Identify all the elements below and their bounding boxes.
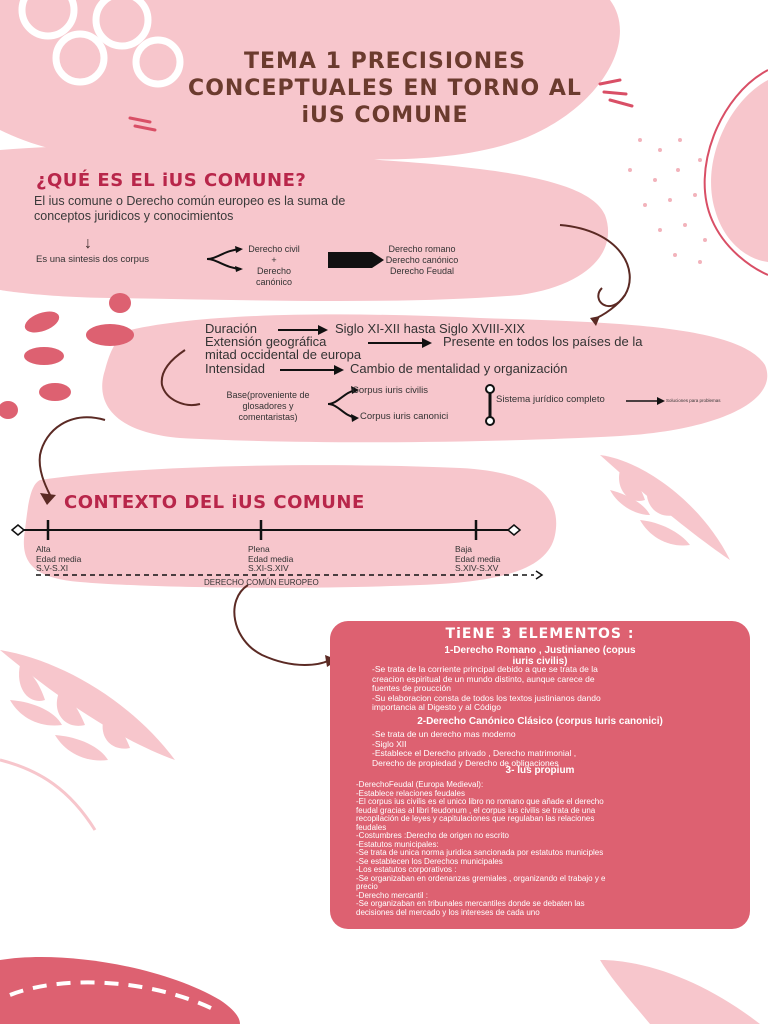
- extension-label: Extensión geográfica: [205, 334, 327, 349]
- result-roman: Derecho romano: [388, 244, 456, 254]
- element-2-title: 2-Derecho Canónico Clásico (corpus Iuris canonici): [417, 716, 663, 727]
- period-sub: Edad media: [248, 553, 294, 564]
- element-1-title-line-1: 1-Derecho Romano , Justinianeo (copus: [444, 645, 636, 656]
- period-range: S.XI-S.XIV: [248, 563, 289, 573]
- text-line: -Se establecen los Derechos municipales: [356, 856, 503, 866]
- corpus-canonici-label: Corpus iuris canonici: [360, 411, 449, 422]
- extension-arrow-icon: [368, 337, 434, 349]
- base-block: [198, 390, 338, 423]
- text-line: -DerechoFeudal (Europa Medieval):: [356, 780, 484, 789]
- period-sub: Edad media: [36, 553, 82, 564]
- synthesis-text: Es una sintesis dos corpus: [36, 254, 150, 265]
- text-line: -Se trata de un derecho mas moderno: [372, 729, 516, 739]
- page-title: [140, 48, 630, 129]
- element-3-title: 3- Ius propium: [505, 765, 575, 776]
- system-label: Sistema jurídico completo: [496, 394, 605, 405]
- text-line: Derecho de propiedad y Derecho de obligaciones: [372, 757, 559, 768]
- extension-value: Presente en todos los países de la: [443, 334, 643, 349]
- derecho-comun-label: DERECHO COMÚN EUROPEO: [204, 578, 319, 587]
- duration-label: Duración: [205, 321, 258, 336]
- text-line: -Costumbres :Derecho de origen no escrito: [356, 831, 509, 840]
- intensity-arrow-icon: [280, 364, 346, 376]
- text-line: recopilación de leyes y capitulaciones que regulaban las relaciones: [356, 814, 595, 823]
- system-arrow-icon: [626, 396, 666, 406]
- text-line: -Derecho mercantil :: [356, 890, 429, 900]
- result-arrow-icon: [328, 250, 386, 270]
- text-line: -Su elaboracion consta de todos los textos justinianos dando: [372, 692, 601, 703]
- intensity-label: Intensidad: [205, 361, 265, 376]
- result-feudal: Derecho Feudal: [389, 266, 455, 276]
- text-line: feudales: [356, 822, 387, 832]
- base-line-3: comentaristas): [238, 412, 298, 422]
- text-line: precio: [356, 882, 378, 891]
- period-name: Baja: [455, 544, 473, 554]
- definition-text: El ius comune o Derecho común europeo es la suma de conceptos juridicos y conocimientos: [34, 194, 346, 223]
- duration-value: Siglo XI-XII hasta Siglo XVIII-XIX: [335, 321, 526, 336]
- text-line: decisiones del mercado y los intereses de cada uno: [356, 907, 540, 917]
- title-line-3: iUS COMUNE: [301, 103, 469, 128]
- corpus-line-2: Derecho: [256, 266, 292, 276]
- element-1-title-line-2: iuris civilis): [512, 656, 568, 667]
- text-line: importancia al Digesto y al Código: [372, 702, 501, 713]
- text-line: -El corpus ius civilis es el unico libro no romano que añade el derecho: [356, 797, 604, 806]
- intensity-value: Cambio de mentalidad y organización: [350, 361, 568, 376]
- title-line-2: CONCEPTUALES EN TORNO AL: [188, 76, 582, 101]
- timeline: [10, 518, 522, 542]
- result-canonico: Derecho canónico: [385, 255, 459, 265]
- period-range: S.V-S.XI: [36, 563, 69, 573]
- result-block: [382, 244, 462, 277]
- bracket-connector-icon: [482, 384, 498, 426]
- period-name: Alta: [36, 544, 51, 554]
- period-sub: Edad media: [455, 553, 501, 564]
- title-line-1: TEMA 1 PRECISIONES: [243, 49, 527, 74]
- corpus-plus: +: [271, 255, 277, 265]
- text-line: -Siglo XII: [372, 738, 407, 749]
- elements-heading: TiENE 3 ELEMENTOS :: [445, 626, 635, 642]
- section-heading-context: CONTEXTO DEL iUS COMUNE: [64, 492, 365, 513]
- text-line: -Se trata de unica norma juridica sancionada por estatutos municiples: [356, 848, 604, 857]
- corpus-block: [246, 244, 302, 288]
- text-line: -Se trata de la corriente principal debido a que se trata de la: [372, 664, 598, 674]
- solutions-label: Soluciones para problemas: [666, 398, 721, 403]
- branch-arrow-icon: [205, 246, 245, 272]
- period-name: Plena: [248, 544, 270, 554]
- text-line: -Establece relaciones feudales: [356, 788, 465, 798]
- element-3-text: [356, 781, 736, 917]
- element-2-text: [372, 730, 727, 768]
- period-range: S.XIV-S.XV: [455, 563, 499, 573]
- base-line-2: glosadores y: [242, 401, 294, 411]
- text-line: fuentes de proucción: [372, 683, 451, 694]
- corpus-line-1: Derecho civil: [248, 244, 300, 254]
- down-arrow-icon: ↓: [84, 235, 92, 252]
- text-line: -Se organizaban en tribunales mercantiles donde se debaten las: [356, 899, 585, 908]
- corpus-line-3: canónico: [255, 277, 293, 287]
- section-heading-what-is: ¿QUÉ ES EL iUS COMUNE?: [36, 170, 307, 191]
- text-line: -Estatutos municipales:: [356, 839, 439, 849]
- text-line: feudal gracias al libri feudonum , el corpus ius civilis se trata de una: [356, 805, 596, 815]
- element-1-text: [372, 665, 727, 713]
- text-line: -Los estatutos corporativos :: [356, 865, 457, 874]
- extension-value-2: mitad occidental de europa: [205, 347, 362, 362]
- text-line: -Establece el Derecho privado , Derecho matrimonial ,: [372, 748, 577, 759]
- corpus-civilis-label: Corpus iuris civilis: [352, 385, 429, 396]
- text-line: creacion espiritual de un mundo distinto, aunque carece de: [372, 673, 595, 684]
- text-line: -Se organizaban en ordenanzas gremiales , organizando el trabajo y e: [356, 873, 606, 883]
- base-line-1: Base(proveniente de: [226, 390, 310, 400]
